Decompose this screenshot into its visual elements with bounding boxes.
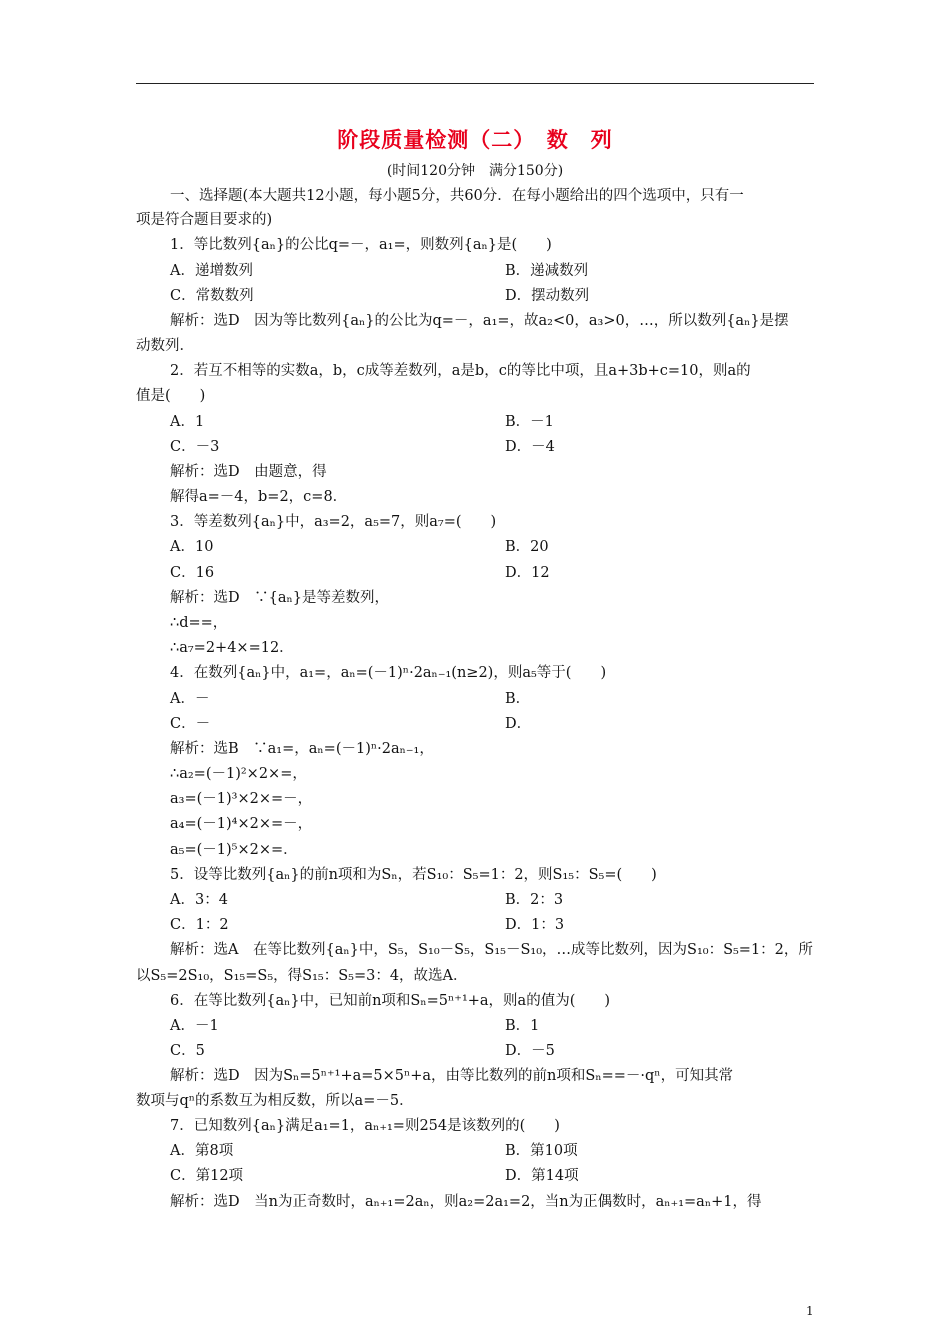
text-line: 动数列． (136, 338, 194, 354)
text-line: A．第8项 (170, 1143, 234, 1159)
header-rule (136, 83, 814, 84)
page-title: 阶段质量检测（二） 数 列 (337, 128, 613, 152)
text-line: C．5 (170, 1043, 205, 1059)
text-line: B．－1 (505, 414, 554, 430)
text-line: C．－3 (170, 439, 220, 455)
text-line: D．12 (505, 565, 550, 581)
text-line: 以S₅=2S₁₀，S₁₅=S₅，得S₁₅：S₅=3：4，故选A． (136, 968, 468, 984)
text-line: D．1：3 (505, 917, 565, 933)
text-line: C．16 (170, 565, 215, 581)
text-line: A．3：4 (170, 892, 228, 908)
text-line: D．－4 (505, 439, 555, 455)
text-line: 3．等差数列{aₙ}中，a₃=2，a₅=7，则a₇=( ) (170, 514, 497, 530)
text-line: D． (505, 716, 532, 732)
text-line: 解析：选A 在等比数列{aₙ}中，S₅，S₁₀－S₅，S₁₅－S₁₀，…成等比数列，因为S₁₀：S₅=1：2，所 (170, 942, 813, 958)
text-line: 5．设等比数列{aₙ}的前n项和为Sₙ，若S₁₀：S₅=1：2，则S₁₅：S₅=( ) (170, 867, 657, 883)
text-line: A．10 (170, 539, 214, 555)
text-line: D．摆动数列 (505, 288, 590, 304)
text-line: 2．若互不相等的实数a，b，c成等差数列，a是b，c的等比中项，且a+3b+c=10，则a的 (170, 363, 751, 379)
page-subtitle: (时间120分钟 满分150分) (386, 163, 564, 179)
page-number: 1 (806, 1304, 814, 1318)
text-line: 数项与qⁿ的系数互为相反数，所以a=－5． (136, 1093, 414, 1109)
text-line: A．－1 (170, 1018, 219, 1034)
text-line: B．递减数列 (505, 263, 589, 279)
text-line: 一、选择题(本大题共12小题，每小题5分，共60分．在每小题给出的四个选项中，只有一 (170, 188, 744, 204)
text-line: C．第12项 (170, 1168, 244, 1184)
text-line: ∴a₂=(－1)²×2×=， (170, 766, 307, 782)
text-line: 解析：选D 因为等比数列{aₙ}的公比为q=－，a₁=，故a₂<0，a₃>0，…，所以数列{aₙ}是摆 (170, 313, 789, 329)
text-line: B．第10项 (505, 1143, 578, 1159)
text-line: A．－ (170, 691, 210, 707)
text-line: 值是( ) (136, 388, 206, 404)
text-line: B．1 (505, 1018, 540, 1034)
text-line: 6．在等比数列{aₙ}中，已知前n项和Sₙ=5ⁿ⁺¹+a，则a的值为( ) (170, 993, 611, 1009)
text-line: 解得a=－4，b=2，c=8． (170, 489, 348, 505)
text-line: 7．已知数列{aₙ}满足a₁=1，aₙ₊₁=则254是该数列的( ) (170, 1118, 560, 1134)
text-line: 1．等比数列{aₙ}的公比q=－，a₁=，则数列{aₙ}是( ) (170, 237, 552, 253)
text-line: a₃=(－1)³×2×=－， (170, 791, 313, 807)
text-line: A．递增数列 (170, 263, 253, 279)
text-line: 解析：选D ∵{aₙ}是等差数列， (170, 590, 389, 606)
text-line: C．－ (170, 716, 211, 732)
text-line: 解析：选D 因为Sₙ=5ⁿ⁺¹+a=5×5ⁿ+a，由等比数列的前n项和Sₙ==－·qⁿ，可知其常 (170, 1068, 734, 1084)
text-line: ∴d==， (170, 615, 228, 631)
text-line: 解析：选D 由题意，得 (170, 464, 327, 480)
text-line: a₅=(－1)⁵×2×=． (170, 842, 298, 858)
text-line: 项是符合题目要求的) (136, 212, 273, 228)
text-line: ∴a₇=2+4×=12． (170, 640, 294, 656)
text-line: B．2：3 (505, 892, 564, 908)
text-line: A．1 (170, 414, 205, 430)
text-line: B． (505, 691, 531, 707)
text-line: D．－5 (505, 1043, 555, 1059)
text-line: 解析：选D 当n为正奇数时，aₙ₊₁=2aₙ，则a₂=2a₁=2，当n为正偶数时，aₙ₊₁=aₙ+1，得 (170, 1194, 762, 1210)
text-line: C．1：2 (170, 917, 229, 933)
text-line: B．20 (505, 539, 549, 555)
text-line: C．常数数列 (170, 288, 254, 304)
text-line: a₄=(－1)⁴×2×=－， (170, 816, 313, 832)
text-line: D．第14项 (505, 1168, 579, 1184)
text-line: 解析：选B ∵a₁=，aₙ=(－1)ⁿ·2aₙ₋₁， (170, 741, 434, 757)
text-line: 4．在数列{aₙ}中，a₁=，aₙ=(－1)ⁿ·2aₙ₋₁(n≥2)，则a₅等于( ) (170, 665, 607, 681)
